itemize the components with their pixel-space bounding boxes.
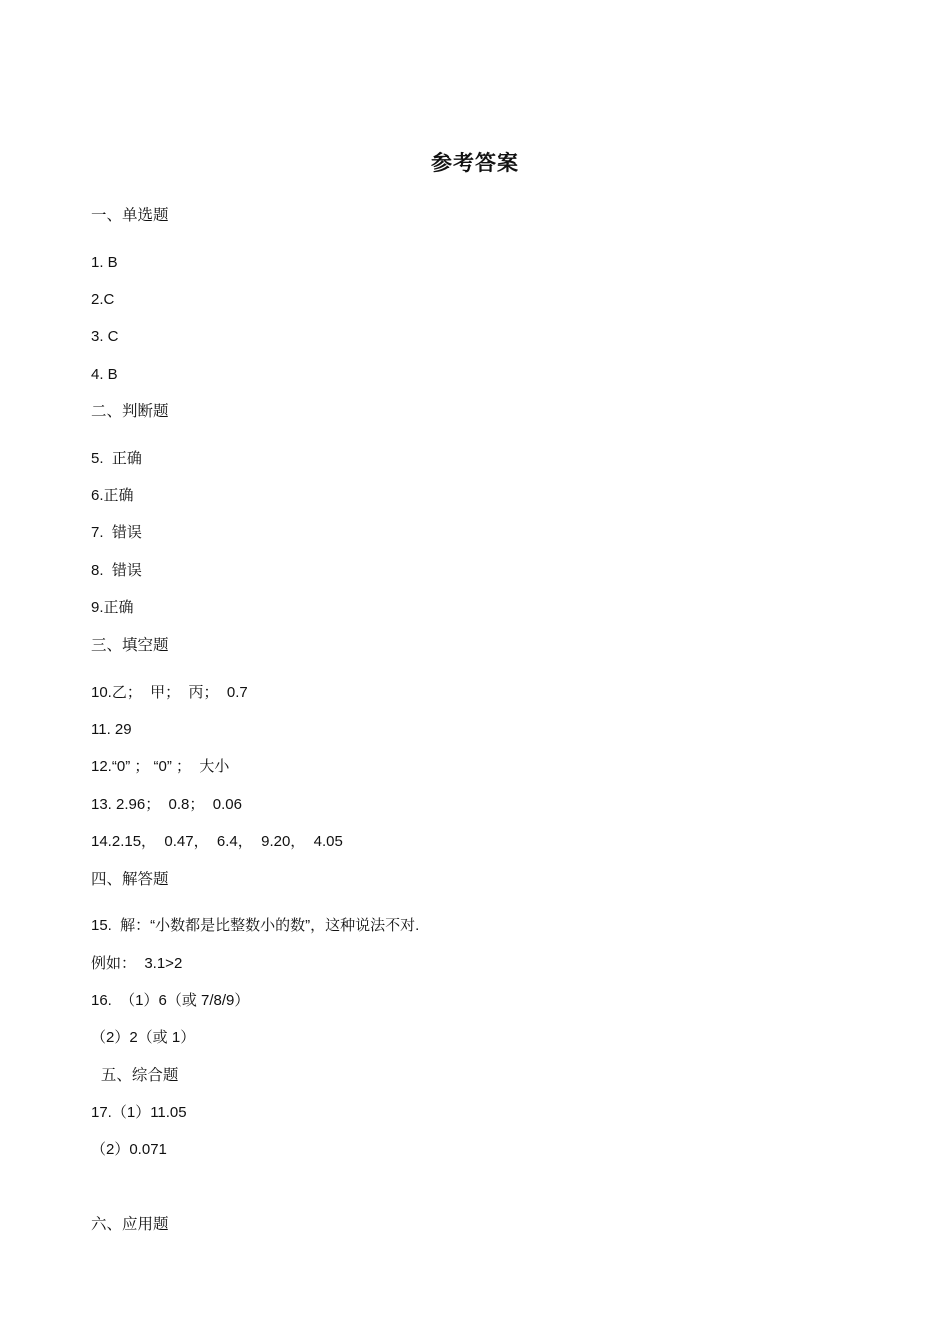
answer-line-14: 14.2.15， 0.47， 6.4， 9.20， 4.05 (91, 833, 343, 850)
answer-line-12: 12.“0” ； “0” ； 大小 (91, 758, 230, 775)
answer-line-1: 1. B (91, 254, 118, 271)
answer-line-9: 9.正确 (91, 599, 134, 616)
answer-line-17-part1: 17.（1）11.05 (91, 1104, 187, 1121)
answer-line-6: 6.正确 (91, 487, 134, 504)
answer-line-2: 2.C (91, 291, 115, 308)
answer-line-8: 8. 错误 (91, 562, 142, 579)
page-title: 参考答案 (431, 150, 519, 175)
section-heading-fill-blank: 三、填空题 (91, 636, 169, 654)
answer-line-11: 11. 29 (91, 721, 132, 738)
answer-line-7: 7. 错误 (91, 524, 142, 541)
answer-line-5: 5. 正确 (91, 450, 142, 467)
section-heading-application: 六、应用题 (91, 1215, 169, 1233)
answer-line-17-part2: （2）0.071 (91, 1141, 167, 1158)
answer-line-10: 10.乙； 甲； 丙； 0.7 (91, 684, 248, 701)
answer-line-16-part2: （2）2（或 1） (91, 1029, 196, 1046)
answer-line-16-part1: 16. （1）6（或 7/8/9） (91, 992, 250, 1009)
section-heading-single-choice: 一、单选题 (91, 206, 169, 224)
answer-line-3: 3. C (91, 328, 119, 345)
section-heading-comprehensive: 五、综合题 (91, 1066, 179, 1084)
answer-line-15-example: 例如： 3.1>2 (91, 955, 183, 972)
section-heading-true-false: 二、判断题 (91, 402, 169, 420)
section-heading-solution: 四、解答题 (91, 870, 169, 888)
answer-line-13: 13. 2.96； 0.8； 0.06 (91, 796, 242, 813)
answer-line-15: 15. 解：“小数都是比整数小的数”，这种说法不对. (91, 917, 420, 934)
answer-line-4: 4. B (91, 366, 118, 383)
